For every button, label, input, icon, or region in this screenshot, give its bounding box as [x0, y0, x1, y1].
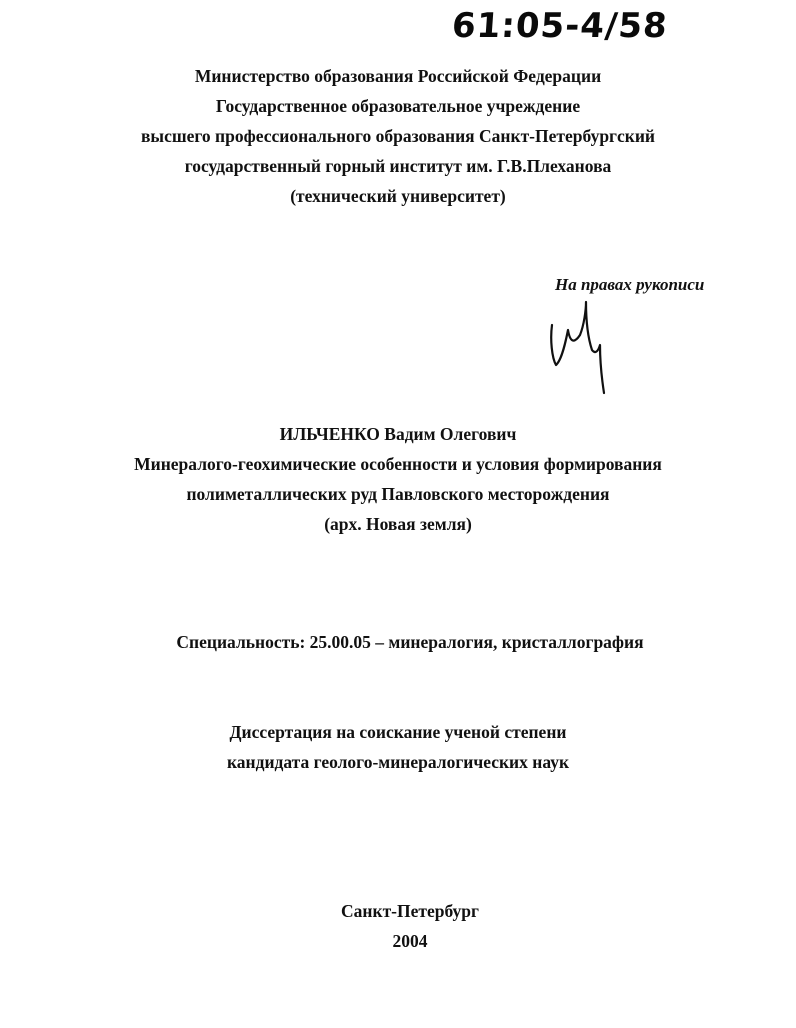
institution-line-1: Министерство образования Российской Федерации	[194, 66, 602, 86]
institution-line-3: высшего профессионального образования Санкт-Петербургский	[140, 126, 656, 146]
year: 2004	[392, 931, 428, 951]
rights-note: На правах рукописи	[555, 275, 705, 294]
specialty: Специальность: 25.00.05 – минералогия, кристаллография	[176, 632, 644, 652]
dissertation-title-line-3: (арх. Новая земля)	[324, 514, 472, 534]
degree-line-1: Диссертация на соискание ученой степени	[229, 722, 567, 742]
author-name: ИЛЬЧЕНКО Вадим Олегович	[279, 424, 517, 444]
institution-line-4: государственный горный институт им. Г.В.Плеханова	[184, 156, 612, 176]
archive-code: 61:05-4/58	[450, 6, 670, 46]
place: Санкт-Петербург	[341, 901, 479, 921]
institution-line-5: (технический университет)	[290, 186, 506, 206]
degree-line-2: кандидата геолого-минералогических наук	[226, 752, 570, 772]
institution-line-2: Государственное образовательное учреждение	[215, 96, 581, 116]
signature-icon	[540, 280, 620, 400]
dissertation-title-line-2: полиметаллических руд Павловского месторождения	[186, 484, 610, 504]
dissertation-title-line-1: Минералого-геохимические особенности и условия формирования	[134, 454, 662, 474]
